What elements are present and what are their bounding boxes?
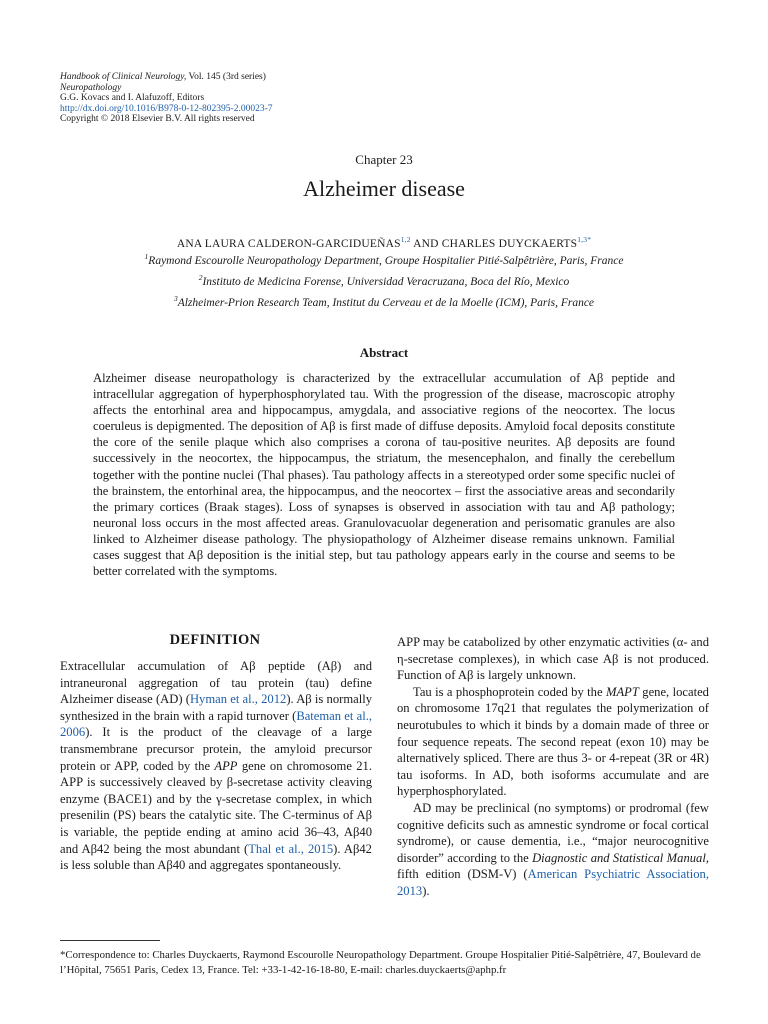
definition-paragraph-2: APP may be catabolized by other enzymatic activities (α- and η-secretase complexes), in which case Aβ is not produced. Function of Aβ is largely unknown. [397,635,709,683]
volume-info: Vol. 145 (3rd series) [186,72,266,82]
text-span: gene, located on chromosome 17q21 that regulates the polymerization of neurotubules to which it binds by a domain made of three or four sequence repeats. The second repeat (exon 10) may be alternatively spliced. There are thus 3- or 4-repeat (3R or 4R) tau isoforms. In AD, both isoforms accumulate and are hyperphosphorylated. [397,684,709,799]
affiliation-1-text: Raymond Escourolle Neuropathology Department, Groupe Hospitalier Pitié-Salpêtrière, Paris, France [148,254,624,267]
text-span: gene on chromosome 21. APP is successively cleaved by β-secretase activity cleaving enzyme (BACE1) and by the γ-secretase complex, in which presenilin (PS) bears the catalytic site. The C-terminus of Aβ is variable, the peptide ending at amino acid 36–43, Aβ40 and Aβ42 being the most abundant ( [60,758,372,856]
book-subtitle: Neuropathology [60,82,122,93]
affiliation-1 [0,252,768,267]
affiliation-2 [0,273,768,288]
text-span: AD may be preclinical (no symptoms) or prodromal (few cognitive deficits such as amnestic syndrome or focal cortical syndrome), or cause dementia, i.e., “major neurocognitive disorder” according to the [397,800,709,865]
text-span: Extracellular accumulation of Aβ peptide (Aβ) and intraneuronal aggregation of tau protein (tau) define Alzheimer disease (AD) ( [60,659,372,707]
citation-link-hyman[interactable]: Hyman et al., 2012 [189,692,287,707]
definition-paragraph-3 [397,684,709,800]
book-title: Handbook of Clinical Neurology, [60,72,187,82]
author-1-affiliation-marker[interactable]: 1,2 [400,235,411,244]
author-list [0,235,768,250]
page-title: Alzheimer disease [303,176,465,201]
author-2: CHARLES DUYCKAERTS [441,237,578,250]
text-span: ). [422,883,430,898]
footnote-divider [60,940,160,941]
manual-title: Diagnostic and Statistical Manual, [532,850,709,865]
text-span: ). Aβ is normally synthesized in the brain with a rapid turnover ( [60,692,372,723]
copyright: Copyright © 2018 Elsevier B.V. All rights reserved [60,114,255,125]
left-column [60,658,372,874]
author-2-affiliation-marker[interactable]: 1,3* [577,235,592,244]
affiliation-3-text: Alzheimer-Prion Research Team, Institut du Cerveau et de la Moelle (ICM), Paris, France [177,296,595,309]
citation-link-thal[interactable]: Thal et al., 2015 [248,841,334,856]
text-span: ). It is the product of the cleavage of a large transmembrane precursor protein, the amyloid precursor protein or APP, coded by the [60,725,372,773]
text-span: Tau is a phosphoprotein coded by the [413,684,606,699]
affiliation-3 [0,294,768,309]
text-span: fifth edition (DSM-V) ( [397,867,528,882]
definition-paragraph-4 [397,800,709,900]
editors: G.G. Kovacs and I. Alafuzoff, Editors [60,93,205,104]
author-1: ANA LAURA CALDERON-GARCIDUEÑAS [176,237,401,250]
right-column [397,634,709,900]
gene-name: MAPT [605,684,639,699]
chapter-number: Chapter 23 [355,152,413,167]
affiliation-2-marker: 2 [198,273,203,282]
text-span: ). Aβ42 is less soluble than Aβ40 and aggregates spontaneously. [60,841,372,873]
abstract-heading: Abstract [359,345,409,360]
affiliation-1-marker: 1 [144,252,149,261]
affiliation-2-text: Instituto de Medicina Forense, Universidad Veracruzana, Boca del Río, Mexico [202,275,570,288]
publication-metadata [60,72,273,125]
gene-name: APP [214,758,238,773]
citation-link-bateman[interactable]: Bateman et al., 2006 [60,708,372,740]
correspondence-footnote: *Correspondence to: Charles Duyckaerts, Raymond Escourolle Neuropathology Department. Groupe Hospitalier Pitié-Salpêtrière, 47, Boulevard de l’Hôpital, 75651 Paris, Cedex 13, France. Tel: +33-1-42-16-18-80, E-mail: charles.duyckaerts@aphp.fr [60,949,701,976]
section-heading-definition: DEFINITION [169,632,261,648]
doi-link[interactable]: http://dx.doi.org/10.1016/B978-0-12-802395-2.00023-7 [60,103,273,114]
affiliation-3-marker: 3 [173,294,178,303]
citation-link-apa[interactable]: American Psychiatric Association, 2013 [397,867,709,898]
author-conjunction: AND [410,237,442,250]
definition-paragraph-1 [60,658,372,874]
abstract-text: Alzheimer disease neuropathology is characterized by the extracellular accumulation of Aβ peptide and intracellular aggregation of hyperphosphorylated tau. With the progression of the disease, macroscopic atrophy affects the entorhinal area and hippocampus, amygdala, and associative regions of the neocortex. The locus coeruleus is depigmented. The deposition of Aβ is first made of diffuse deposits. Amyloid focal deposits constitute the core of the senile plaque which also comprises a corona of tau-positive neurites. Aβ deposits are found successively in the neocortex, the hippocampus, the striatum, the mesencephalon, and finally the cerebellum together with the pontine nuclei (Thal phases). Tau pathology affects in a stereotyped order some specific nuclei of the brainstem, the entorhinal area, the hippocampus, and the neocortex – first the associative areas and secondarily the primary cortices (Braak stages). Loss of synapses is observed in association with tau and Aβ pathology; neuronal loss occurs in the most affected areas. Granulovacuolar degeneration and perisomatic granules are also linked to Alzheimer disease pathology. The physiopathology of Alzheimer disease remains unknown. Familial cases suggest that Aβ deposition is the initial step, but tau pathology appears early in the course and seems to be better correlated with the symptoms. [93,371,675,579]
